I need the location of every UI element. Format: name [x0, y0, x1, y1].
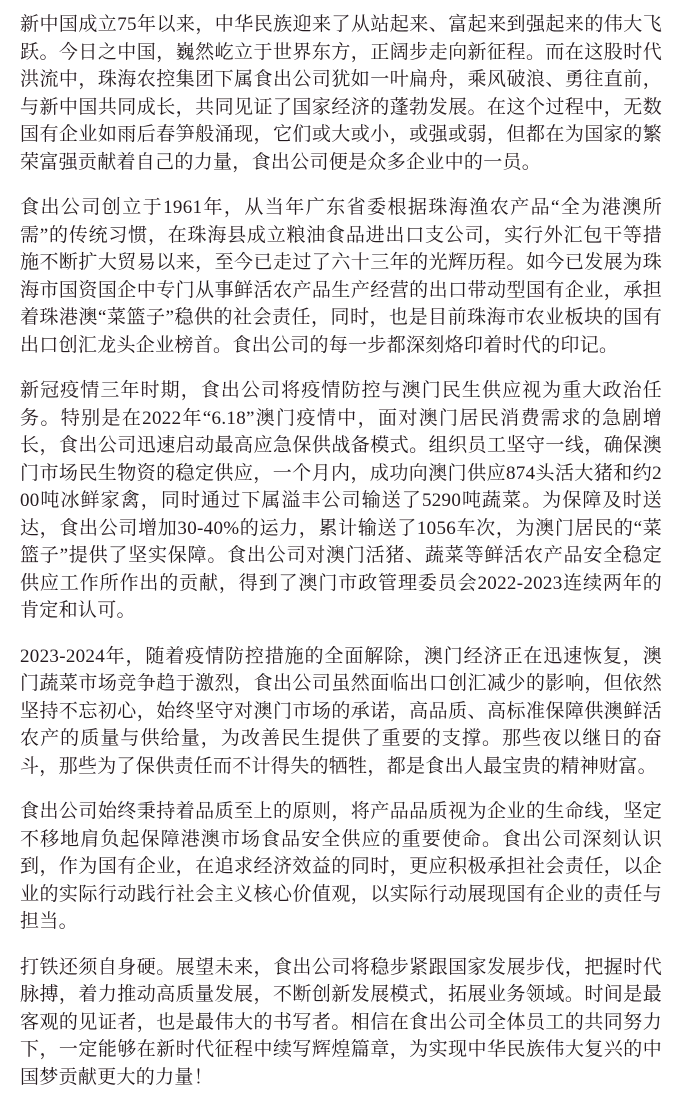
paragraph-pandemic-supply-macau: 新冠疫情三年时期，食出公司将疫情防控与澳门民生供应视为重大政治任务。特别是在2022年“6.18”澳门疫情中，面对澳门居民消费需求的急剧增长，食出公司迅速启动最高应急保供战备模式。组织员工坚守一线，确保澳门市场民生物资的稳定供应，一个月内，成功向澳门供应874头活大猪和约200吨冰鲜家禽，同时通过下属溢丰公司输送了5290吨蔬菜。为保障及时送达，食出公司增加30-40%的运力，累计输送了1056车次，为澳门居民的“菜篮子”提供了坚实保障。食出公司对澳门活猪、蔬菜等鲜活农产品安全稳定供应工作所作出的贡献，得到了澳门市政管理委员会2022-2023连续两年的肯定和认可。 [20, 380, 662, 621]
paragraph-new-china-intro: 新中国成立75年以来，中华民族迎来了从站起来、富起来到强起来的伟大飞跃。今日之中国，巍然屹立于世界东方，正阔步走向新征程。而在这股时代洪流中，珠海农控集团下属食出公司犹如一叶扁舟，乘风破浪、勇往直前，与新中国共同成长，共同见证了国家经济的蓬勃发展。在这个过程中，无数国有企业如雨后春笋般涌现，它们或大或小，或强或弱，但都在为国家的繁荣富强贡献着自己的力量，食出公司便是众多企业中的一员。 [20, 14, 662, 173]
paragraph-quality-responsibility: 食出公司始终秉持着品质至上的原则，将产品品质视为企业的生命线，坚定不移地肩负起保障港澳市场食品安全供应的重要使命。食出公司深刻认识到，作为国有企业，在追求经济效益的同时，更应积极承担社会责任，以企业的实际行动践行社会主义核心价值观，以实际行动展现国有企业的责任与担当。 [20, 801, 662, 932]
paragraph-post-pandemic-recovery: 2023-2024年，随着疫情防控措施的全面解除，澳门经济正在迅速恢复，澳门蔬菜市场竞争趋于激烈，食出公司虽然面临出口创汇减少的影响，但依然坚持不忘初心，始终坚守对澳门市场的承诺，高品质、高标准保障供澳鲜活农产的质量与供给量，为改善民生提供了重要的支撑。那些夜以继日的奋斗，那些为了保供责任而不计得失的牺牲，都是食出人最宝贵的精神财富。 [20, 645, 662, 777]
paragraph-future-outlook: 打铁还须自身硬。展望未来，食出公司将稳步紧跟国家发展步伐，把握时代脉搏，着力推动高质量发展，不断创新发展模式，拓展业务领域。时间是最客观的见证者，也是最伟大的书写者。相信在食出公司全体员工的共同努力下，一定能够在新时代征程中续写辉煌篇章，为实现中华民族伟大复兴的中国梦贡献更大的力量！ [20, 956, 662, 1088]
paragraph-company-founding-history: 食出公司创立于1961年，从当年广东省委根据珠海渔农产品“全为港澳所需”的传统习惯，在珠海县成立粮油食品进出口支公司，实行外汇包干等措施不断扩大贸易以来，至今已走过了六十三年的光辉历程。如今已发展为珠海市国资国企中专门从事鲜活农产品生产经营的出口带动型国有企业，承担着珠港澳“菜篮子”稳供的社会责任，同时，也是目前珠海市农业板块的国有出口创汇龙头企业榜首。食出公司的每一步都深刻烙印着时代的印记。 [20, 197, 662, 356]
